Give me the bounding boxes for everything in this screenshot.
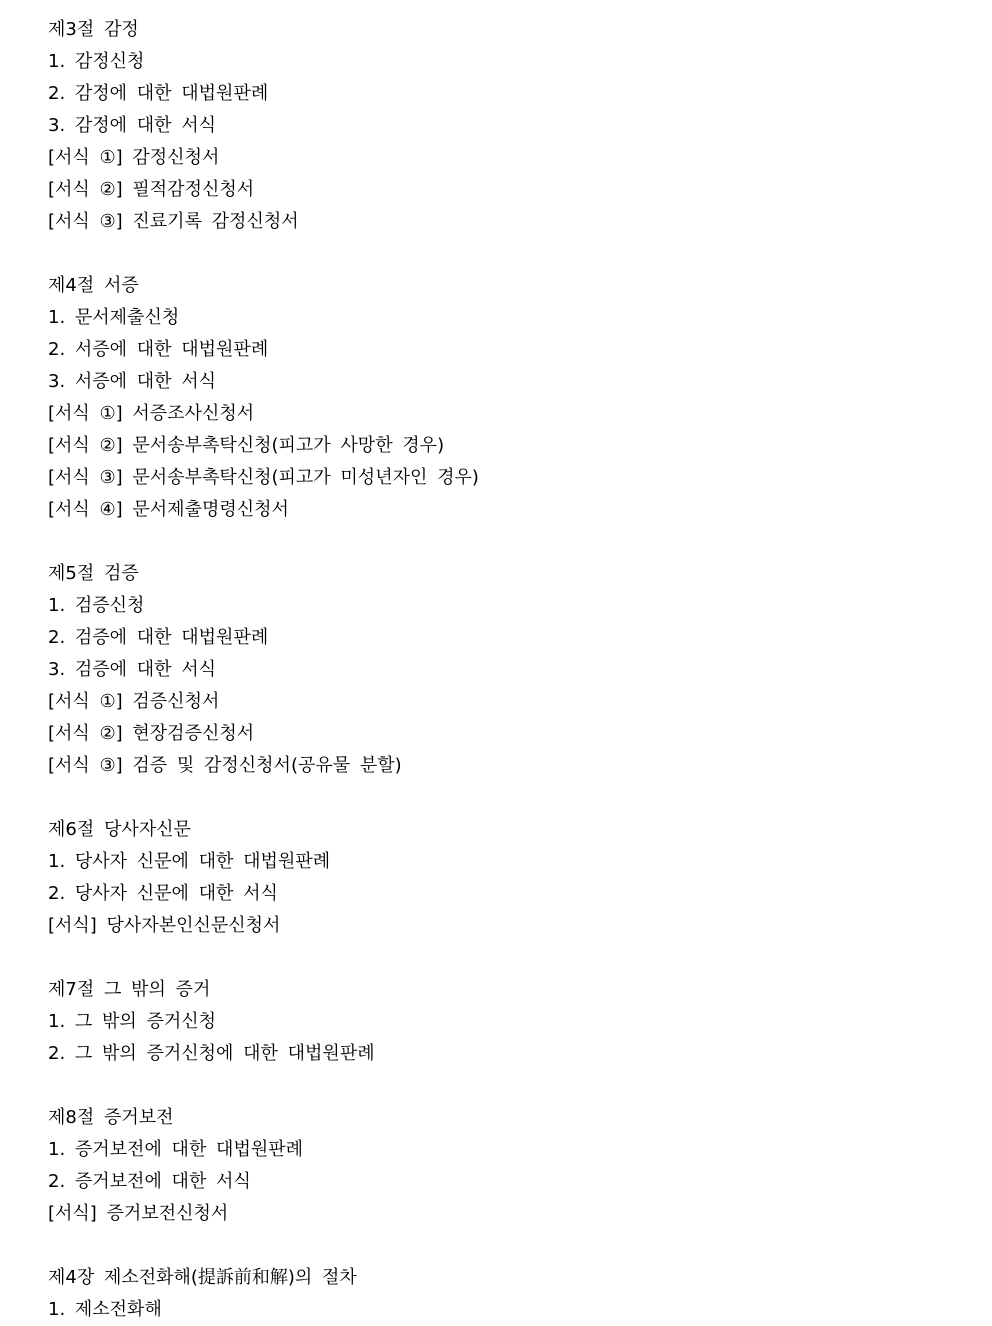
section-6-party-examination [48,814,968,942]
section-heading: 제3절 감정 [48,19,139,40]
list-item: 1. 감정신청 [48,51,145,72]
list-item: 1. 제소전화해 [48,1299,162,1320]
section-3-appraisal [48,14,968,238]
section-heading: 제6절 당사자신문 [48,819,191,840]
list-item: 3. 서증에 대한 서식 [48,371,217,392]
list-item: 3. 검증에 대한 서식 [48,659,217,680]
list-item: [서식 ②] 필적감정신청서 [48,179,255,200]
list-item: 1. 당사자 신문에 대한 대법원판례 [48,851,331,872]
chapter-heading: 제4장 제소전화해(提訴前和解)의 절차 [48,1267,357,1288]
list-item: 1. 검증신청 [48,595,145,616]
list-item: 2. 검증에 대한 대법원판례 [48,627,269,648]
list-item: 1. 그 밖의 증거신청 [48,1011,217,1032]
list-item: [서식] 증거보전신청서 [48,1203,229,1224]
list-item: 2. 당사자 신문에 대한 서식 [48,883,278,904]
list-item: [서식 ③] 검증 및 감정신청서(공유물 분할) [48,755,402,776]
section-heading: 제8절 증거보전 [48,1107,174,1128]
section-7-other-evidence [48,974,968,1070]
list-item: [서식 ④] 문서제출명령신청서 [48,499,289,520]
list-item: [서식 ①] 서증조사신청서 [48,403,255,424]
chapter-4-pre-suit-settlement [48,1262,968,1326]
section-heading: 제4절 서증 [48,275,139,296]
section-4-documentary-evidence [48,270,968,526]
list-item: 2. 그 밖의 증거신청에 대한 대법원판례 [48,1043,375,1064]
list-item: 2. 서증에 대한 대법원판례 [48,339,269,360]
section-5-inspection [48,558,968,782]
document-page [48,14,968,1326]
list-item: 1. 문서제출신청 [48,307,180,328]
section-8-evidence-preservation [48,1102,968,1230]
section-heading: 제7절 그 밖의 증거 [48,979,211,1000]
list-item: [서식 ③] 문서송부촉탁신청(피고가 미성년자인 경우) [48,467,479,488]
list-item: [서식 ②] 문서송부촉탁신청(피고가 사망한 경우) [48,435,445,456]
list-item: [서식 ①] 감정신청서 [48,147,220,168]
list-item: [서식 ①] 검증신청서 [48,691,220,712]
list-item: [서식] 당사자본인신문신청서 [48,915,281,936]
list-item: 2. 감정에 대한 대법원판례 [48,83,269,104]
list-item: [서식 ③] 진료기록 감정신청서 [48,211,299,232]
section-heading: 제5절 검증 [48,563,139,584]
list-item: [서식 ②] 현장검증신청서 [48,723,255,744]
list-item: 1. 증거보전에 대한 대법원판례 [48,1139,303,1160]
list-item: 3. 감정에 대한 서식 [48,115,217,136]
list-item: 2. 증거보전에 대한 서식 [48,1171,251,1192]
